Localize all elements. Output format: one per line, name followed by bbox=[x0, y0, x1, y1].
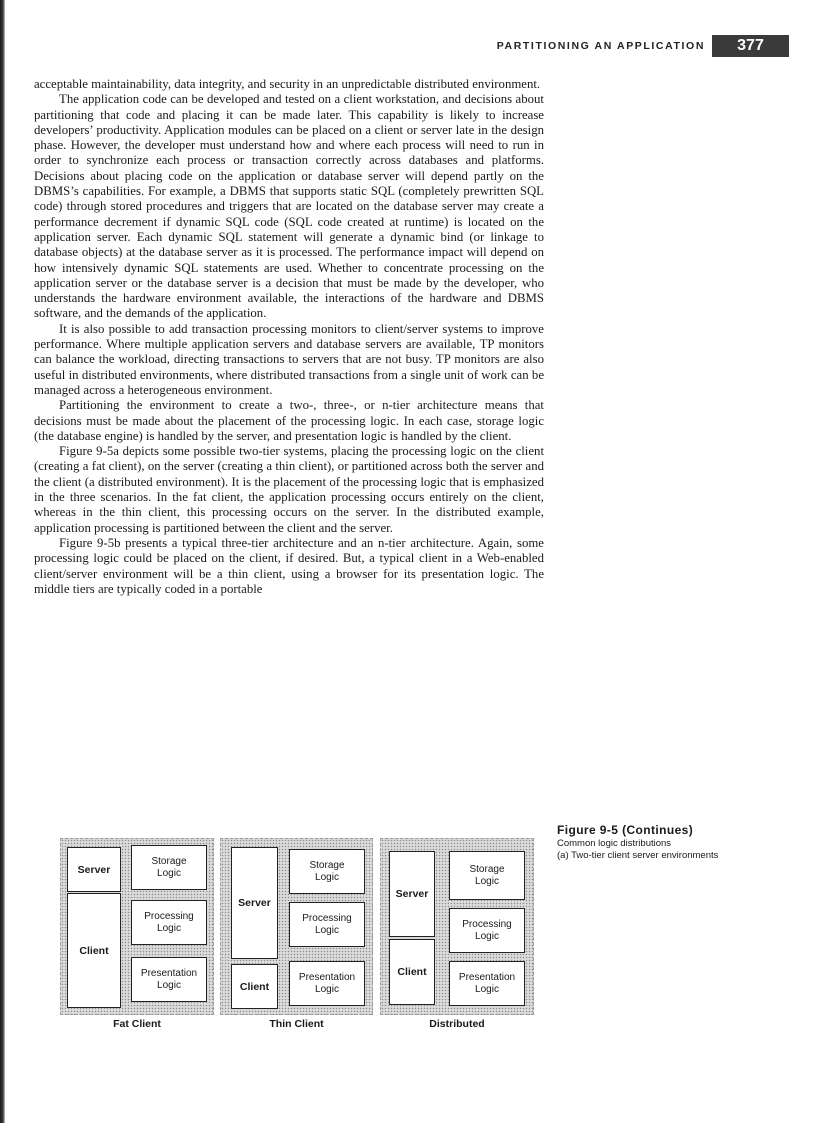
figure-subtitle: Common logic distributions bbox=[557, 838, 672, 849]
storage-logic-box bbox=[131, 845, 207, 890]
client-tier-box: Client bbox=[67, 893, 121, 1008]
processing-logic-line: Logic bbox=[475, 930, 499, 942]
server-tier-box: Server bbox=[231, 847, 278, 959]
presentation-logic-line: Logic bbox=[315, 983, 339, 995]
storage-logic-line: Logic bbox=[315, 871, 339, 883]
running-head: PARTITIONING AN APPLICATION bbox=[496, 40, 705, 52]
storage-logic-box bbox=[289, 849, 365, 894]
paragraph: acceptable maintainability, data integrity, and security in an unpredictable distributed environment. bbox=[34, 77, 541, 91]
processing-logic-line: Processing bbox=[144, 910, 194, 922]
presentation-logic-line: Presentation bbox=[298, 971, 356, 983]
figure-caption-text: (a) Two-tier client server environments bbox=[557, 850, 719, 861]
presentation-logic-line: Presentation bbox=[140, 967, 198, 979]
processing-logic-line: Processing bbox=[462, 918, 512, 930]
processing-logic-box bbox=[131, 900, 207, 945]
paragraph: Figure 9-5a depicts some possible two-tier systems, placing the processing logic on the client (creating a fat client), on the server (creating a thin client), or partitioned across both the server and the client (a distributed environment). It is the placement of the processing logic that is emphasized in the three scenarios. In the fat client, the application processing occurs entirely on the client, whereas in the thin client, this processing occurs on the server. In the distributed example, application processing is partitioned between the client and the server. bbox=[34, 444, 544, 535]
processing-logic-line: Logic bbox=[315, 924, 339, 936]
presentation-logic-box bbox=[289, 961, 365, 1006]
fat-client-panel bbox=[60, 838, 214, 1015]
fat-client-label: Fat Client bbox=[113, 1018, 161, 1030]
storage-logic-line: Storage bbox=[151, 855, 187, 867]
page-number: 377 bbox=[712, 35, 789, 57]
thin-client-label: Thin Client bbox=[269, 1018, 324, 1030]
book-spine-edge bbox=[0, 0, 5, 1123]
presentation-logic-box bbox=[449, 961, 525, 1006]
server-tier-box: Server bbox=[389, 851, 435, 937]
distributed-label: Distributed bbox=[429, 1018, 485, 1030]
client-tier-box: Client bbox=[231, 964, 278, 1009]
paragraph: The application code can be developed and tested on a client workstation, and decisions about partitioning that code and placing it can be made later. This capability is likely to increase developers’ productivity. Application modules can be placed on a client or server late in the design phase. However, the developer must understand how and where each process will need to run in order to synchronize each process or transaction correctly across databases and platforms. Decisions about placing code on the application or database server will depend partly on the DBMS’s capabilities. For example, a DBMS that supports static SQL (completely prewritten SQL code) through stored procedures and triggers that are located on the database server may create a performance decrement if dynamic SQL code (SQL code created at runtime) is located on the application server. Each dynamic SQL statement will generate a dynamic bind (or linkage to database objects) at the database server as it is processed. The performance impact will depend on how intensively dynamic SQL statements are used. Whether to concentrate processing on the application server or the database server is a decision that must be made by the developer, who understands the hardware environment available, the interactions of the hardware and DBMS software, and the demands of the application. bbox=[34, 92, 544, 321]
processing-logic-line: Processing bbox=[302, 912, 352, 924]
storage-logic-line: Storage bbox=[309, 859, 345, 871]
presentation-logic-line: Logic bbox=[475, 983, 499, 995]
storage-logic-box bbox=[449, 851, 525, 900]
presentation-logic-box bbox=[131, 957, 207, 1002]
processing-logic-box bbox=[289, 902, 365, 947]
presentation-logic-line: Logic bbox=[157, 979, 181, 991]
logic-distribution-diagram bbox=[60, 838, 540, 1038]
storage-logic-line: Logic bbox=[475, 875, 499, 887]
body-text bbox=[34, 77, 544, 597]
presentation-logic-line: Presentation bbox=[458, 971, 516, 983]
paragraph: It is also possible to add transaction processing monitors to client/server systems to improve performance. Where multiple application servers and database servers are available, TP monitors can balance the workload, directing transactions to servers that are not busy. TP monitors are also useful in distributed environments, where distributed transactions from a single unit of work can be managed across a heterogeneous environment. bbox=[34, 321, 544, 397]
figure-label: Figure 9-5 (Continues) bbox=[557, 823, 694, 837]
processing-logic-line: Logic bbox=[157, 922, 181, 934]
server-tier-box: Server bbox=[67, 847, 121, 892]
thin-client-panel bbox=[220, 838, 373, 1015]
distributed-panel bbox=[380, 838, 534, 1015]
storage-logic-line: Storage bbox=[469, 863, 505, 875]
figure-caption bbox=[557, 823, 797, 862]
client-tier-box: Client bbox=[389, 939, 435, 1005]
paragraph: Figure 9-5b presents a typical three-tier architecture and an n-tier architecture. Again, some processing logic could be placed on the client, if desired. But, a typical client in a Web-enabled client/server environment will be a thin client, using a browser for its presentation logic. The middle tiers are typically coded in a portable bbox=[34, 535, 544, 596]
processing-logic-box bbox=[449, 908, 525, 953]
storage-logic-line: Logic bbox=[157, 867, 181, 879]
paragraph: Partitioning the environment to create a two-, three-, or n-tier architecture means that decisions must be made about the placement of the processing logic. In each case, storage logic (the database engine) is handled by the server, and presentation logic is handled by the client. bbox=[34, 398, 544, 443]
